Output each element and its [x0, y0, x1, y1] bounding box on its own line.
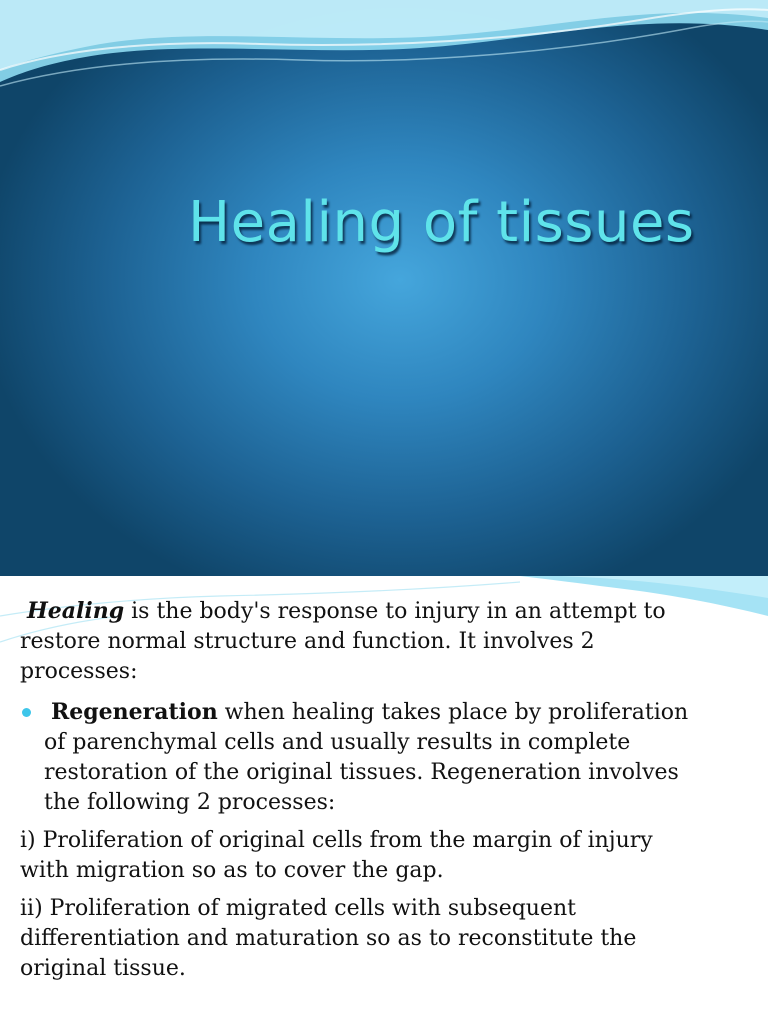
intro-line-2: restore normal structure and function. It involves 2: [20, 629, 595, 654]
item2-line-2: differentiation and maturation so as to reconstitute the: [20, 926, 637, 951]
bullet-line-4: the following 2 processes:: [44, 790, 336, 815]
content-body: [20, 596, 755, 992]
bullet-line-3: restoration of the original tissues. Regeneration involves: [44, 760, 679, 785]
bullet-line-2: of parenchymal cells and usually results in complete: [44, 730, 631, 755]
item1-line-1: i) Proliferation of original cells from the margin of injury: [20, 828, 653, 853]
slide-title: Healing of tissues: [188, 190, 695, 255]
item1-line-2: with migration so as to cover the gap.: [20, 858, 444, 883]
term-regeneration: Regeneration: [51, 699, 218, 725]
wave-decoration: [0, 0, 768, 120]
term-healing: Healing: [27, 598, 125, 624]
regeneration-bullet: [20, 697, 755, 818]
bullet-line-1: when healing takes place by proliferation: [217, 700, 689, 725]
intro-paragraph: [20, 596, 755, 687]
bullet-dot-icon: [22, 708, 31, 717]
content-slide: [0, 576, 768, 1024]
item2-line-3: original tissue.: [20, 956, 186, 981]
process-item-2: [20, 894, 755, 984]
intro-line-3: processes:: [20, 659, 138, 684]
intro-line-1: is the body's response to injury in an attempt to: [124, 599, 666, 624]
process-item-1: [20, 826, 755, 886]
item2-line-1: ii) Proliferation of migrated cells with subsequent: [20, 896, 576, 921]
